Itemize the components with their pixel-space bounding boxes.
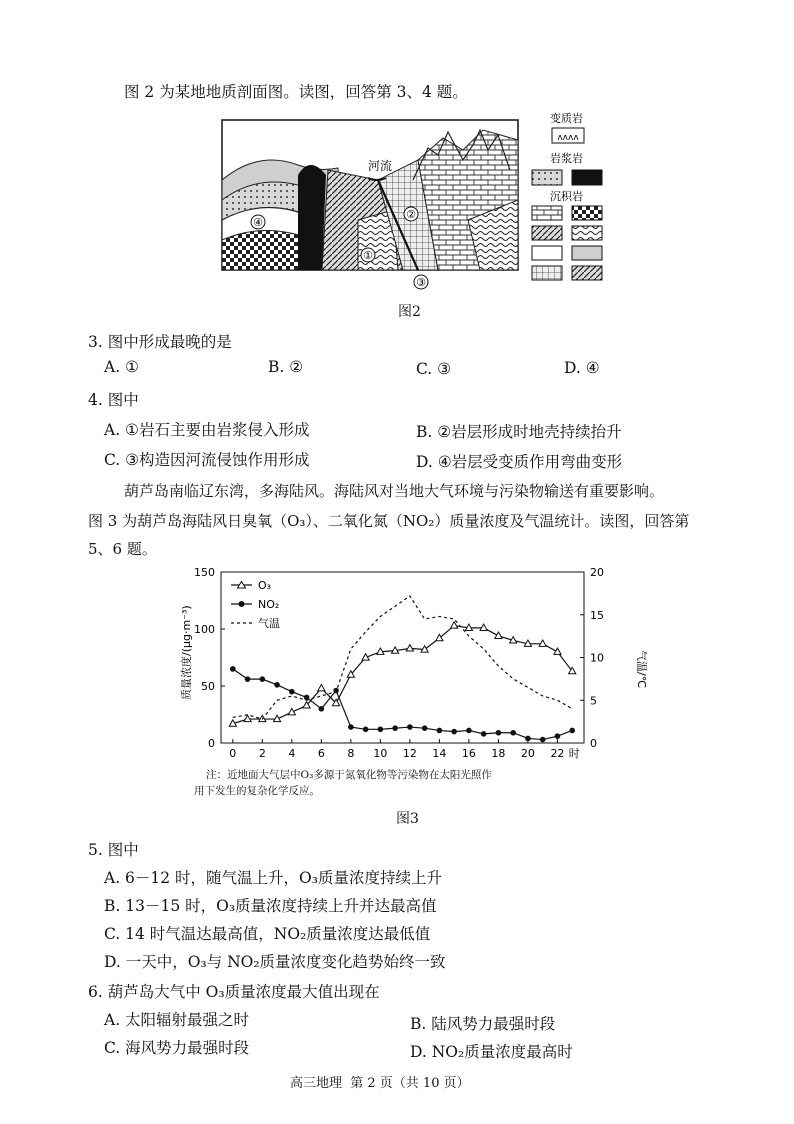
no2-point xyxy=(363,727,369,733)
y-tick-label: 0 xyxy=(208,737,215,750)
o3-point xyxy=(406,645,413,651)
no2-point xyxy=(437,728,443,734)
y-tick-label: 100 xyxy=(194,623,215,636)
legend-metamorphic-label: 变质岩 xyxy=(550,112,583,125)
x-tick-label: 16 xyxy=(461,747,476,760)
intro-text-fig3-line2: 图 3 为葫芦岛海陆风日臭氧（O₃）、二氧化氮（NO₂）质量浓度及气温统计。读图，回答第 xyxy=(88,512,690,530)
x-tick-label: 18 xyxy=(491,747,506,760)
question-6-option-b[interactable]: B. 陆风势力最强时段 xyxy=(410,1015,556,1033)
legend-igneous-swatch-2 xyxy=(572,170,602,185)
no2-point xyxy=(304,695,310,701)
river-label: 河流 xyxy=(368,159,393,173)
no2-point xyxy=(392,725,398,731)
question-4-option-d[interactable]: D. ④岩层受变质作用弯曲变形 xyxy=(416,453,623,471)
marker-2-label: ② xyxy=(406,208,416,221)
question-4-option-c[interactable]: C. ③构造因河流侵蚀作用形成 xyxy=(104,451,310,469)
no2-point xyxy=(230,666,236,672)
no2-point xyxy=(319,706,325,712)
o3-point xyxy=(495,632,502,638)
question-3-option-c[interactable]: C. ③ xyxy=(416,360,452,378)
x-tick-label: 8 xyxy=(347,747,355,760)
question-6-option-d[interactable]: D. NO₂质量浓度最高时 xyxy=(410,1043,573,1061)
figure-2-caption: 图2 xyxy=(398,304,421,320)
page-footer: 高三地理 第 2 页（共 10 页） xyxy=(290,1076,470,1091)
x-tick-label: 6 xyxy=(317,747,325,760)
legend-sedimentary-label: 沉积岩 xyxy=(550,190,583,203)
no2-point xyxy=(245,676,251,682)
no2-point xyxy=(407,724,413,730)
y2-axis-label: 气温/℃ xyxy=(635,650,648,689)
x-tick-label: 20 xyxy=(520,747,535,760)
no2-point xyxy=(555,733,561,739)
no2-point xyxy=(510,730,516,736)
y-axis-label: 质量浓度/(μg·m⁻³) xyxy=(180,605,193,700)
geologic-cross-section-figure xyxy=(218,110,610,295)
legend-sed-swatch-1 xyxy=(532,206,562,220)
series-line-0 xyxy=(233,626,572,724)
chart-series xyxy=(229,596,576,742)
x-tick-label: 10 xyxy=(373,747,388,760)
igneous-intrusion xyxy=(298,165,326,270)
legend-sed-swatch-3 xyxy=(532,226,562,240)
question-5-option-d[interactable]: D. 一天中，O₃与 NO₂质量浓度变化趋势始终一致 xyxy=(104,953,446,971)
legend-igneous-swatch-1 xyxy=(532,170,562,185)
y-tick-label: 50 xyxy=(201,680,215,693)
series-line-2 xyxy=(233,596,572,719)
marker-4-label: ④ xyxy=(253,216,263,229)
no2-point xyxy=(540,737,546,743)
chart-legend xyxy=(231,579,280,630)
marker-1-label: ① xyxy=(363,249,373,262)
question-4-option-a[interactable]: A. ①岩石主要由岩浆侵入形成 xyxy=(104,421,310,439)
figure-3-caption: 图3 xyxy=(396,811,419,827)
y2-tick-label: 0 xyxy=(590,737,597,750)
intro-text-fig2: 图 2 为某地地质剖面图。读图，回答第 3、4 题。 xyxy=(124,83,468,101)
figure-3-note-line1: 注：近地面大气层中O₃多源于氮氧化物等污染物在太阳光照作 xyxy=(206,769,492,781)
question-6-stem: 6. 葫芦岛大气中 O₃质量浓度最大值出现在 xyxy=(88,983,380,1001)
legend-no2-marker xyxy=(239,601,245,607)
question-6-option-c[interactable]: C. 海风势力最强时段 xyxy=(104,1039,250,1057)
intro-text-fig3-line1: 葫芦岛南临辽东湾，多海陆风。海陆风对当地大气环境与污染物输送有重要影响。 xyxy=(124,482,665,500)
question-5-option-a[interactable]: A. 6－12 时，随气温上升，O₃质量浓度持续上升 xyxy=(104,869,442,887)
legend-o3-label: O₃ xyxy=(258,579,272,592)
legend-metamorphic-symbol: ʌʌʌʌ xyxy=(557,133,579,143)
legend-temp-label: 气温 xyxy=(258,617,280,630)
question-3-option-a[interactable]: A. ① xyxy=(104,358,139,376)
question-5-stem: 5. 图中 xyxy=(88,841,139,859)
x-unit-label: 时 xyxy=(568,747,580,760)
no2-point xyxy=(378,727,384,733)
y2-tick-label: 10 xyxy=(590,651,604,665)
legend-sed-swatch-5 xyxy=(532,246,562,260)
question-6-option-a[interactable]: A. 太阳辐射最强之时 xyxy=(104,1011,250,1029)
no2-point xyxy=(348,724,354,730)
x-tick-label: 22 xyxy=(550,747,565,760)
chart-axes xyxy=(194,566,604,760)
marker-3-label: ③ xyxy=(416,276,426,289)
question-3-stem: 3. 图中形成最晚的是 xyxy=(88,333,232,351)
figure-3-note-line2: 用下发生的复杂化学反应。 xyxy=(194,785,320,797)
o3-point xyxy=(318,684,325,690)
legend-no2-label: NO₂ xyxy=(258,598,280,611)
question-5-option-b[interactable]: B. 13－15 时，O₃质量浓度持续上升并达最高值 xyxy=(104,897,437,915)
y2-tick-label: 15 xyxy=(590,608,604,622)
x-tick-label: 2 xyxy=(258,747,266,760)
question-3-option-d[interactable]: D. ④ xyxy=(564,359,600,377)
no2-point xyxy=(451,729,457,735)
x-tick-label: 0 xyxy=(229,747,237,760)
no2-point xyxy=(466,728,472,734)
question-4-stem: 4. 图中 xyxy=(88,391,139,409)
no2-point xyxy=(289,689,295,695)
no2-point xyxy=(260,676,266,682)
y2-tick-label: 20 xyxy=(590,566,604,579)
no2-point xyxy=(525,736,531,742)
y-tick-label: 150 xyxy=(194,566,215,579)
question-4-option-b[interactable]: B. ②岩层形成时地壳持续抬升 xyxy=(416,423,622,441)
series-line-1 xyxy=(233,669,572,740)
x-tick-label: 12 xyxy=(402,747,417,760)
x-tick-label: 4 xyxy=(288,747,296,760)
o3-point xyxy=(554,648,561,654)
no2-point xyxy=(422,725,428,731)
legend-sed-swatch-8 xyxy=(572,266,602,280)
no2-point xyxy=(496,730,502,736)
ozone-no2-temperature-chart xyxy=(176,560,646,765)
o3-point xyxy=(539,640,546,646)
intro-text-fig3-line3: 5、6 题。 xyxy=(88,540,157,558)
question-3-option-b[interactable]: B. ② xyxy=(268,358,304,376)
legend-sed-swatch-2 xyxy=(572,206,602,220)
legend-sed-swatch-6 xyxy=(572,246,602,260)
no2-point xyxy=(274,682,280,688)
no2-point xyxy=(481,731,487,737)
y2-tick-label: 5 xyxy=(590,694,597,708)
question-5-option-c[interactable]: C. 14 时气温达最高值，NO₂质量浓度达最低值 xyxy=(104,925,431,943)
legend-sed-swatch-7 xyxy=(532,266,562,280)
legend-sed-swatch-4 xyxy=(572,226,602,240)
no2-point xyxy=(569,728,575,734)
legend-igneous-label: 岩浆岩 xyxy=(550,152,583,165)
x-tick-label: 14 xyxy=(432,747,447,760)
